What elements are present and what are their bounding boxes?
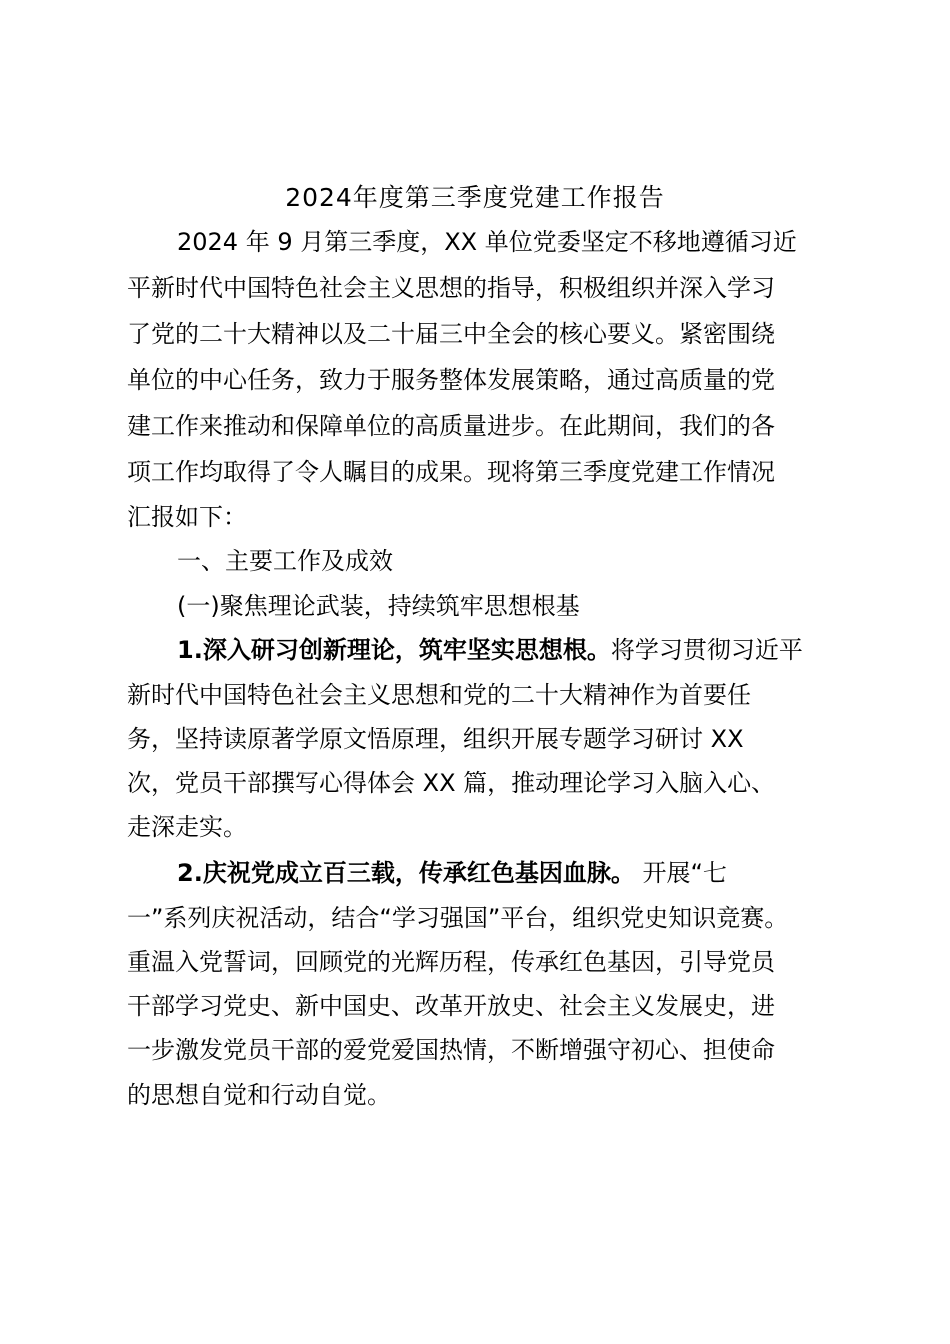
intro-line-4: 单位的中心任务，致力于服务整体发展策略，通过高质量的党: [127, 366, 775, 394]
item1-line-4: 次，党员干部撰写心得体会 XX 篇，推动理论学习入脑入心、: [127, 769, 776, 797]
item2-title: 2.庆祝党成立百三载，传承红色基因血脉。: [177, 859, 635, 887]
item1-title: 1.深入研习创新理论，筑牢坚实思想根。: [177, 636, 611, 664]
item1-line-2: 新时代中国特色社会主义思想和党的二十大精神作为首要任: [127, 681, 751, 709]
intro-line-2: 平新时代中国特色社会主义思想的指导，积极组织并深入学习: [127, 274, 775, 302]
subsection-heading: (一)聚焦理论武装，持续筑牢思想根基: [177, 592, 580, 620]
item1-line-5: 走深走实。: [127, 813, 247, 841]
item2-line-6: 的思想自觉和行动自觉。: [127, 1081, 391, 1109]
intro-line-6: 项工作均取得了令人瞩目的成果。现将第三季度党建工作情况: [127, 458, 775, 486]
intro-line-1: 2024 年 9 月第三季度，XX 单位党委坚定不移地遵循习近: [177, 228, 797, 256]
item2-line-3: 重温入党誓词，回顾党的光辉历程，传承红色基因，引导党员: [127, 948, 775, 976]
item2-first-line-text: 开展“七: [634, 859, 727, 887]
intro-line-7: 汇报如下：: [127, 503, 247, 531]
document-title: 2024年度第三季度党建工作报告: [285, 183, 665, 212]
section-heading: 一、主要工作及成效: [177, 547, 393, 575]
item2-line-2: 一”系列庆祝活动，结合“学习强国”平台，组织党史知识竞赛。: [127, 904, 789, 932]
item2-line-5: 一步激发党员干部的爱党爱国热情，不断增强守初心、担使命: [127, 1036, 775, 1064]
item1-first-line: [177, 630, 803, 670]
item2-first-line: [177, 853, 727, 893]
intro-line-5: 建工作来推动和保障单位的高质量进步。在此期间，我们的各: [127, 412, 775, 440]
item1-line-3: 务，坚持读原著学原文悟原理，组织开展专题学习研讨 XX: [127, 725, 744, 753]
item2-line-4: 干部学习党史、新中国史、改革开放史、社会主义发展史，进: [127, 992, 775, 1020]
item1-first-line-text: 将学习贯彻习近平: [610, 636, 803, 664]
intro-line-3: 了党的二十大精神以及二十届三中全会的核心要义。紧密围绕: [127, 320, 775, 348]
